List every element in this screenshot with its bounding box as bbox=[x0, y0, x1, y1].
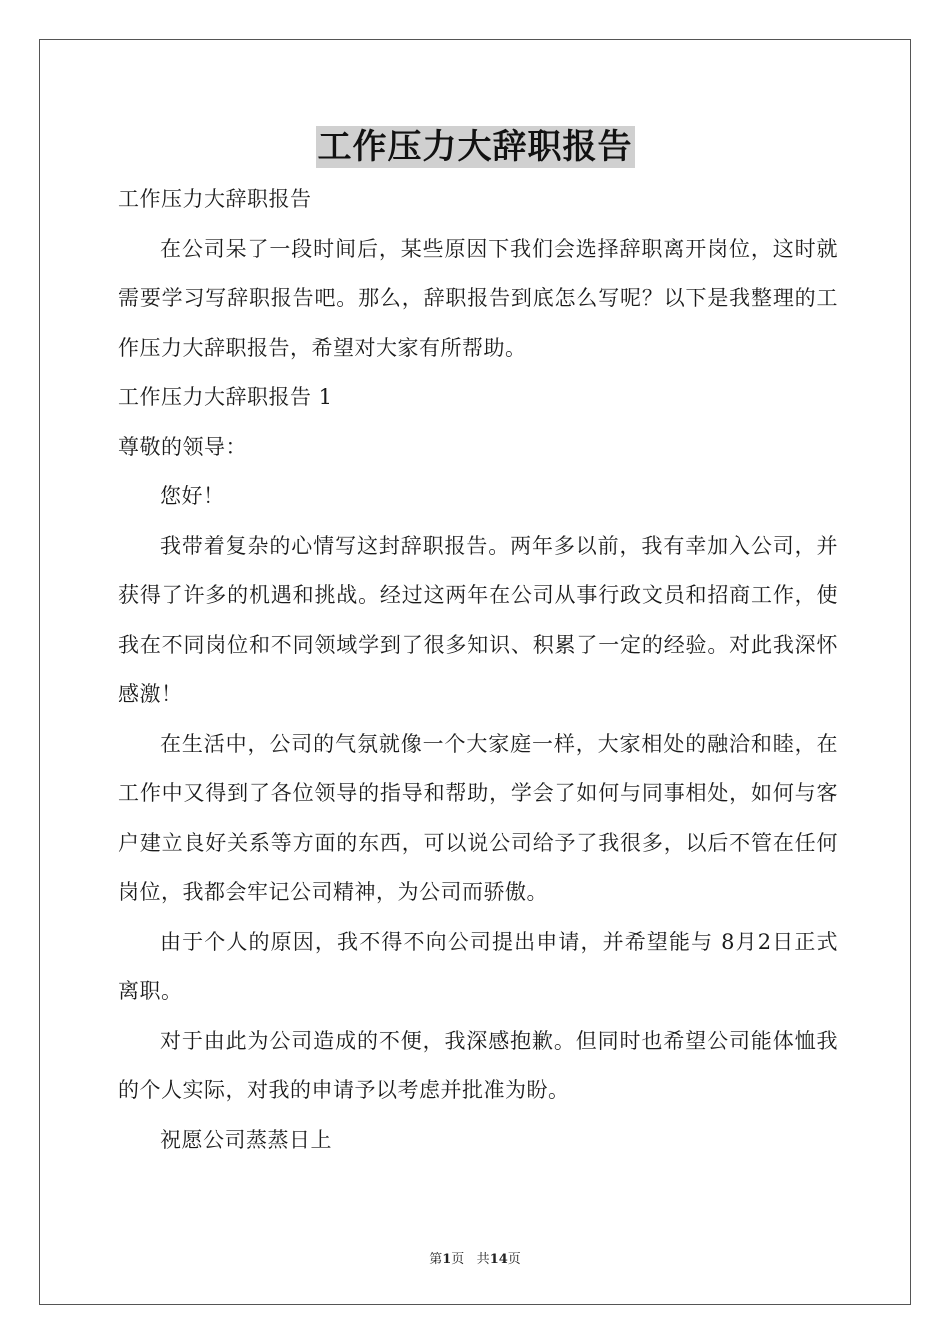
footer-page-label: 页 bbox=[451, 1252, 465, 1267]
page-footer bbox=[0, 1248, 950, 1267]
footer-prefix: 第 bbox=[429, 1252, 443, 1267]
salutation: 尊敬的领导： bbox=[118, 434, 247, 459]
intro-paragraph: 在公司呆了一段时间后，某些原因下我们会选择辞职离开岗位，这时就需要学习写辞职报告吧。那么，辞职报告到底怎么写呢？以下是我整理的工作压力大辞职报告，希望对大家有所帮助。 bbox=[118, 236, 838, 360]
total-pages-number: 14 bbox=[489, 1252, 508, 1267]
current-page-number: 1 bbox=[442, 1252, 452, 1267]
subtitle-line: 工作压力大辞职报告 bbox=[118, 187, 312, 211]
greeting: 您好！ bbox=[160, 484, 225, 508]
footer-total-prefix: 共 bbox=[476, 1252, 490, 1267]
body-paragraph: 在生活中，公司的气氛就像一个大家庭一样，大家相处的融洽和睦，在工作中又得到了各位领导的指导和帮助，学会了如何与同事相处，如何与客户建立良好关系等方面的东西，可以说公司给予了我很多，以后不管在任何岗位，我都会牢记公司精神，为公司而骄傲。 bbox=[118, 731, 838, 904]
document-body bbox=[118, 175, 838, 1165]
title-container bbox=[0, 126, 950, 168]
closing-wish: 祝愿公司蒸蒸日上 bbox=[160, 1127, 332, 1152]
section-heading: 工作压力大辞职报告 1 bbox=[118, 385, 333, 409]
body-paragraph: 对于由此为公司造成的不便，我深感抱歉。但同时也希望公司能体恤我的个人实际，对我的申请予以考虑并批准为盼。 bbox=[118, 1028, 838, 1102]
body-paragraph: 我带着复杂的心情写这封辞职报告。两年多以前，我有幸加入公司，并获得了许多的机遇和挑战。经过这两年在公司从事行政文员和招商工作，使我在不同岗位和不同领域学到了很多知识、积累了一定的经验。对此我深怀感激！ bbox=[118, 533, 838, 706]
body-paragraph: 由于个人的原因，我不得不向公司提出申请，并希望能与 8月2日正式离职。 bbox=[118, 929, 838, 1003]
footer-total-suffix: 页 bbox=[507, 1252, 521, 1267]
document-title: 工作压力大辞职报告 bbox=[317, 127, 633, 167]
